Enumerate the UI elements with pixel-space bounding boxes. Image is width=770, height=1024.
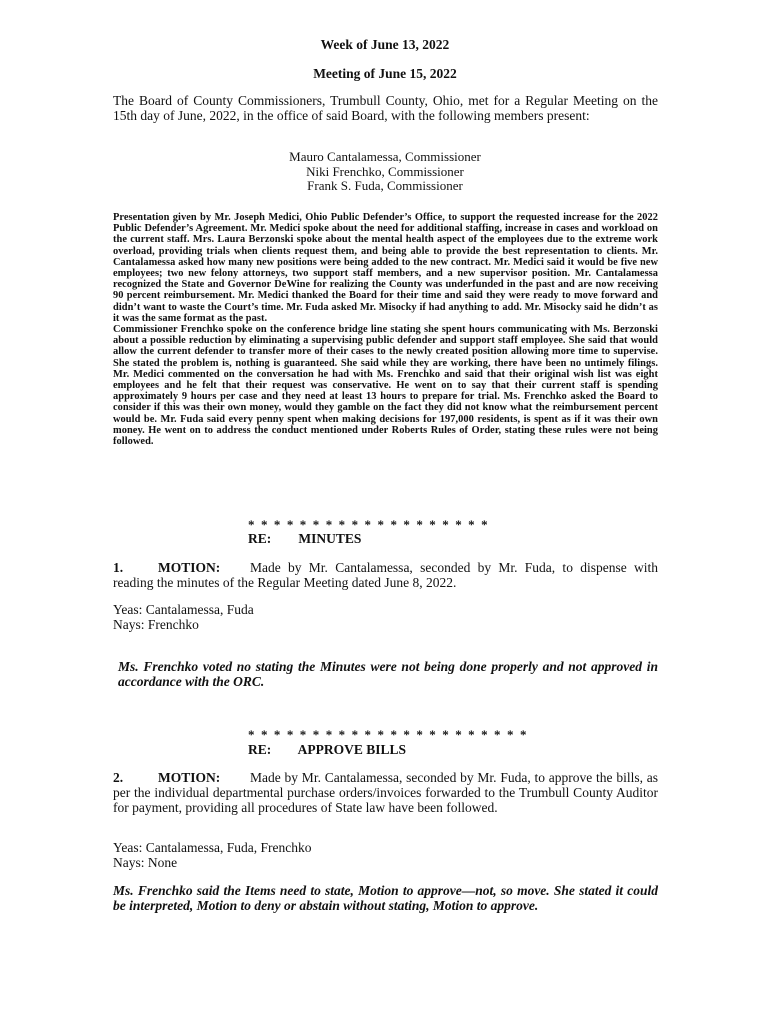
section-divider: * * * * * * * * * * * * * * * * * * * * * * — [248, 727, 529, 742]
motion-1 — [113, 560, 658, 590]
member-name: Frank S. Fuda, Commissioner — [307, 178, 463, 193]
presentation-block — [113, 212, 658, 447]
nays: Nays: Frenchko — [113, 617, 199, 632]
presentation-paragraph: Presentation given by Mr. Joseph Medici, Ohio Public Defender’s Office, to support the requested increase for the 2022 Public Defender’s Agreement. Mr. Medici spoke about the need for additional staffing, increase in cases and workload on the current staff. Mrs. Laura Berzonski spoke about the mental health aspect of the employees due to the extreme work overload, providing trials when clients request them, and being able to provide the best representation to clients. Mr. Cantalamessa asked how many new positions were being added to the new contract. Mr. Medici said it would be five new employees; two new felony attorneys, two support staff members, and a new supervisor position. Mr. Cantalamessa recognized the State and Governor DeWine for realizing the County was underfunded in the past and are now receiving 90 percent reimbursement. Mr. Medici thanked the Board for their time and said they were ready to move forward and didn’t want to waste the Court’s time. Mr. Fuda asked Mr. Misocky if had anything to add. Mr. Misocky said he didn’t as it was the same format as the past. — [113, 212, 658, 324]
motion-label: MOTION: — [158, 560, 221, 575]
re-label: RE: — [248, 742, 272, 757]
re-title: MINUTES — [298, 531, 362, 546]
section-heading-minutes — [248, 531, 361, 547]
re-label: RE: — [248, 531, 272, 546]
member-name: Mauro Cantalamessa, Commissioner — [289, 149, 481, 164]
motion-number: 2. — [113, 770, 124, 785]
re-title: APPROVE BILLS — [297, 742, 407, 757]
members-list — [0, 150, 770, 194]
section-heading-approve-bills — [248, 742, 406, 758]
section-divider: * * * * * * * * * * * * * * * * * * * — [248, 517, 490, 532]
votes-1 — [113, 602, 254, 632]
meeting-heading: Meeting of June 15, 2022 — [313, 66, 457, 81]
motion-text: Made by Mr. Cantalamessa, seconded by Mr. Fuda, to approve the bills, as per the individual departmental purchase orders/invoices forwarded to the Trumbull County Auditor for payment, providing all procedures of State law have been followed. — [113, 770, 658, 815]
motion-2 — [113, 770, 658, 815]
votes-2 — [113, 840, 311, 870]
motion-text: Made by Mr. Cantalamessa, seconded by Mr. Fuda, to dispense with reading the minutes of the Regular Meeting dated June 8, 2022. — [113, 560, 658, 590]
frenchko-note-2: Ms. Frenchko said the Items need to state, Motion to approve—not, so move. She stated it could be interpreted, Motion to deny or abstain without stating, Motion to approve. — [113, 883, 658, 913]
frenchko-note-1: Ms. Frenchko voted no stating the Minutes were not being done properly and not approved in accordance with the ORC. — [118, 659, 658, 689]
motion-label: MOTION: — [158, 770, 221, 785]
member-name: Niki Frenchko, Commissioner — [306, 163, 464, 179]
motion-number: 1. — [113, 560, 124, 575]
yeas: Yeas: Cantalamessa, Fuda, Frenchko — [113, 840, 312, 855]
yeas: Yeas: Cantalamessa, Fuda — [113, 602, 254, 617]
nays: Nays: None — [113, 855, 178, 870]
week-heading: Week of June 13, 2022 — [320, 37, 450, 52]
frenchko-paragraph: Commissioner Frenchko spoke on the conference bridge line stating she spent hours communicating with Ms. Berzonski about a possible reduction by eliminating a supervising public defender and support staff employee. She said that would allow the current defender to transfer more of their cases to the newly created position allowing more time to supervise. She stated the problem is, nothing is guaranteed. She said while they are working, there have been no untimely filings. Mr. Medici commented on the conversation he had with Ms. Frenchko and said that their original wish list was eight employees and he felt that their request was conservative. He went on to say that their current staff is spending approximately 9 hours per case and they need at least 13 hours to prepare for trial. Ms. Frenchko asked the Board to consider if this was their own money, would they gamble on the fact they did not know what the reimbursement percent would be. Mr. Fuda said every penny spent when making decisions for 197,000 residents, is spent as if it was their own money. He went on to address the conduct mentioned under Roberts Rules of Order, stating these rules were not being followed. — [113, 324, 658, 448]
intro-paragraph: The Board of County Commissioners, Trumbull County, Ohio, met for a Regular Meeting on the 15th day of June, 2022, in the office of said Board, with the following members present: — [113, 93, 658, 123]
